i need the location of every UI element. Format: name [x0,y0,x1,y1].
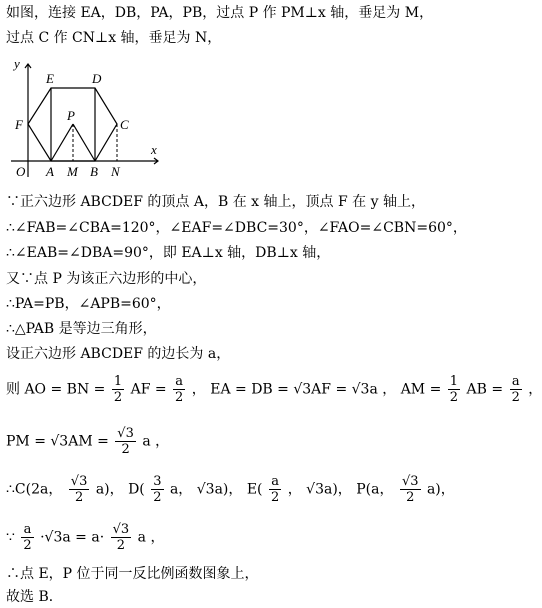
label-e: E [46,71,54,86]
segment-pb [73,124,95,161]
label-x: x [151,142,157,157]
label-o: O [16,164,26,179]
text-line-6: 又∵点 P 为该正六边形的中心， [6,271,207,287]
equation-4: ∵ $\frac{a}{2}$ ·√3a = a· $\frac{√3}{2}$ a ， [6,522,165,553]
equation-3: ∴C(2a， $\frac{√3}{2}$ a)， D( $\frac{3}{2}$ a， √3a)， E( $\frac{a}{2}$ ， √3a)， P(a， $\frac{√3}{2}$ a)， [6,474,455,505]
equation-1: 则 AO = BN = $\frac{1}{2}$ AF = $\frac{a}{2}$ ， EA = DB = √3AF = √3a ， AM = $\frac{1}{2}$ AB = $\frac{a}{2}$ ， [6,374,542,405]
label-n: N [111,164,120,179]
hexagon-figure [6,52,166,187]
text-line-7: ∴PA=PB，∠APB=60°， [6,296,171,312]
label-f: F [15,117,23,132]
text-line-3: ∵正六边形 ABCDEF 的顶点 A，B 在 x 轴上，顶点 F 在 y 轴上， [6,194,425,210]
text-line-1: 如图，连接 EA，DB，PA，PB，过点 P 作 PM⊥x 轴，垂足为 M， [6,5,434,21]
text-line-4: ∴∠FAB=∠CBA=120°，∠EAF=∠DBC=30°，∠FAO=∠CBN=60°， [6,220,467,236]
text-line-8: ∴△PAB 是等边三角形， [6,321,157,337]
equation-2: PM = √3AM = $\frac{√3}{2}$ a ， [6,426,170,457]
label-a: A [46,164,54,179]
label-d: D [92,71,102,86]
label-c: C [120,117,129,132]
text-line-2: 过点 C 作 CN⊥x 轴，垂足为 N， [6,30,222,46]
label-b: B [90,164,98,179]
label-y: y [14,56,20,71]
label-m: M [67,164,78,179]
text-line-5: ∴∠EAB=∠DBA=90°，即 EA⊥x 轴，DB⊥x 轴， [6,245,331,261]
text-line-11: 故选 B． [6,589,63,605]
label-p: P [67,108,75,123]
text-line-10: ∴点 E，P 位于同一反比例函数图象上， [6,566,259,582]
text-line-9: 设正六边形 ABCDEF 的边长为 a， [6,346,231,362]
segment-pa [51,124,73,161]
